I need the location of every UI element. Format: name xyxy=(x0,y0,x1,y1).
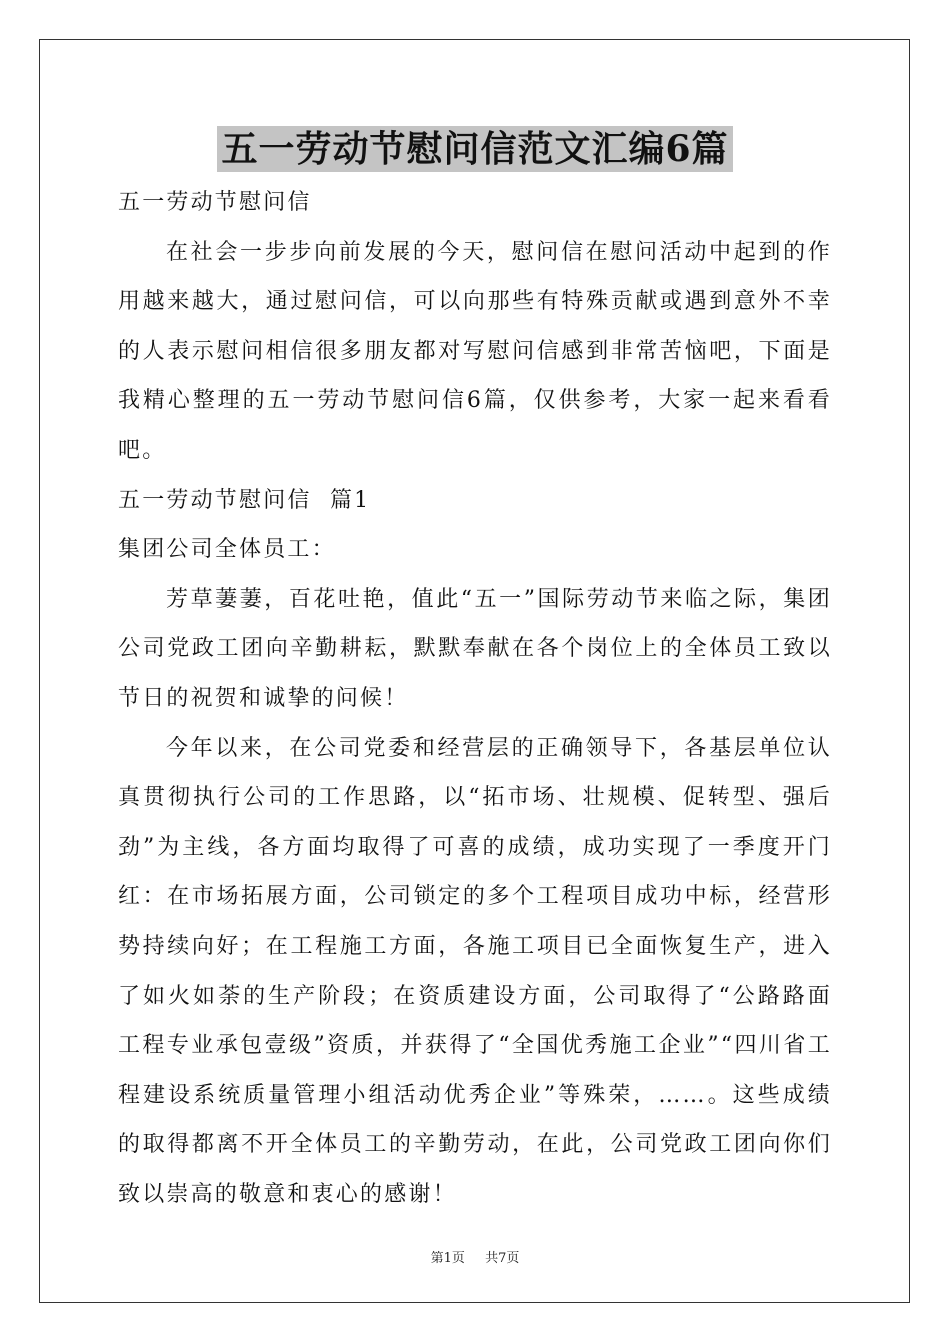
section-heading: 五一劳动节慰问信 xyxy=(118,190,312,215)
document-body xyxy=(118,178,832,1219)
salutation: 集团公司全体员工： xyxy=(118,537,336,563)
page-footer xyxy=(0,1247,950,1266)
document-title-wrapper xyxy=(0,126,950,172)
page-total: 共7页 xyxy=(485,1251,520,1266)
body-paragraph-2: 今年以来，在公司党委和经营层的正确领导下，各基层单位认真贯彻执行公司的工作思路，以“拓市场、壮规模、促转型、强后劲”为主线，各方面均取得了可喜的成绩，成功实现了一季度开门红：在市场拓展方面，公司锁定的多个工程项目成功中标，经营形势持续向好；在工程施工方面，各施工项目已全面恢复生产，进入了如火如荼的生产阶段；在资质建设方面，公司取得了“公路路面工程专业承包壹级”资质，并获得了“全国优秀施工企业”“四川省工程建设系统质量管理小组活动优秀企业”等殊荣，……。这些成绩的取得都离不开全体员工的辛勤劳动，在此，公司党政工团向你们致以崇高的敬意和衷心的感谢！ xyxy=(118,735,832,1207)
body-paragraph-1: 芳草萋萋，百花吐艳，值此“五一”国际劳动节来临之际，集团公司党政工团向辛勤耕耘，默默奉献在各个岗位上的全体员工致以节日的祝贺和诚挚的问候！ xyxy=(118,586,832,711)
document-title: 五一劳动节慰问信范文汇编6篇 xyxy=(217,126,732,172)
page-number: 第1页 xyxy=(430,1251,465,1266)
letter-heading: 五一劳动节慰问信 篇1 xyxy=(118,487,371,513)
intro-paragraph: 在社会一步步向前发展的今天，慰问信在慰问活动中起到的作用越来越大，通过慰问信，可以向那些有特殊贡献或遇到意外不幸的人表示慰问相信很多朋友都对写慰问信感到非常苦恼吧，下面是我精心整理的五一劳动节慰问信6篇，仅供参考，大家一起来看看吧。 xyxy=(118,239,832,463)
